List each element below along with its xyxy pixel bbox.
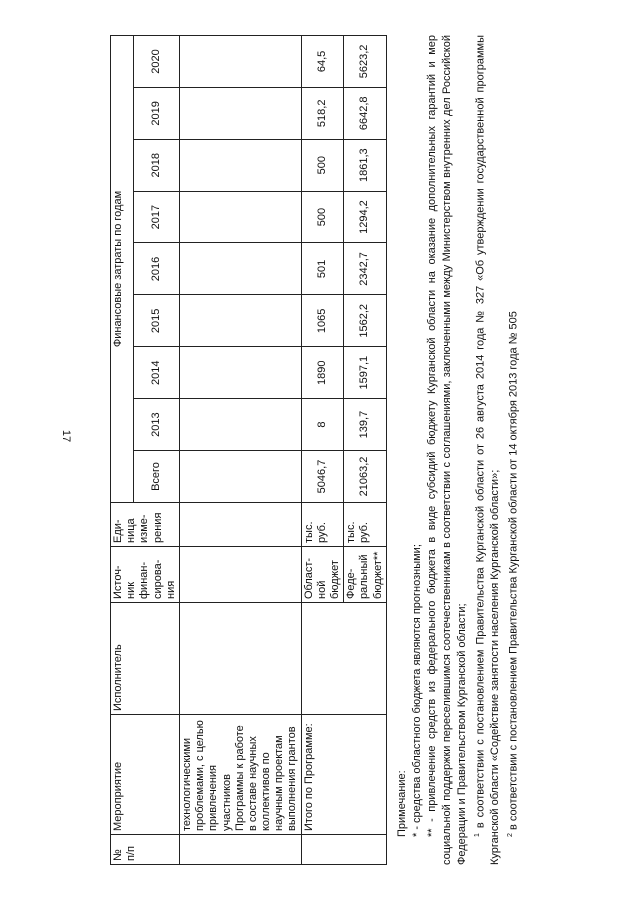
header-unit: Еди-ница изме-рения bbox=[111, 503, 180, 547]
rotated-page-content bbox=[110, 35, 590, 865]
footnote-2 bbox=[503, 35, 522, 865]
value-cell: 64,5 bbox=[301, 36, 344, 88]
value-cell: 1065 bbox=[301, 295, 344, 347]
header-financial: Финансовые затраты по годам bbox=[111, 36, 134, 503]
value-cell: 139,7 bbox=[344, 399, 387, 451]
notes-section bbox=[395, 35, 522, 865]
header-measure: Мероприятие bbox=[111, 715, 180, 835]
header-year: 2020 bbox=[133, 36, 179, 88]
value-cell: 500 bbox=[301, 139, 344, 191]
table-row bbox=[301, 36, 344, 865]
footnote-text: в соответствии с постановлением Правительства Курганской области от 26 августа 2014 года № 327 «Об утверждении государственной программы Курганской области «Содействие занятости населения Курганской области»; bbox=[474, 35, 502, 865]
notes-heading: Примечание: bbox=[395, 770, 408, 837]
financial-table bbox=[110, 35, 387, 865]
table-row bbox=[179, 36, 301, 865]
footnote-mark: 2 bbox=[507, 833, 515, 837]
value-cell: 518,2 bbox=[301, 87, 344, 139]
header-year: 2017 bbox=[133, 191, 179, 243]
value-cell: 1597,1 bbox=[344, 347, 387, 399]
source-cell: Област-ной бюджет bbox=[301, 547, 344, 603]
page-number: 17 bbox=[60, 429, 73, 443]
note-star1: * - средства областного бюджета являются прогнозными; bbox=[410, 544, 423, 837]
total-cell: 5046,7 bbox=[301, 451, 344, 503]
header-year: 2015 bbox=[133, 295, 179, 347]
unit-cell: тыс. руб. bbox=[301, 503, 344, 547]
header-num: № п/п bbox=[111, 835, 180, 865]
measure-continued: технологическими проблемами, с целью привлечения участников Программы к работе в составе научных коллективов по научным проектам выполнения грантов bbox=[179, 715, 301, 835]
note-star2: ** - привлечение средств из федерального бюджета в виде субсидий бюджету Курганской области на оказание дополнительных гарантий и мер социальной поддержки переселившимся соотечественникам в соответствии с соглашениями, заключенными между Министерством внутренних дел Российской Федерации и Правительством Курганской области; bbox=[425, 35, 468, 865]
value-cell: 6642,8 bbox=[344, 87, 387, 139]
header-year: 2016 bbox=[133, 243, 179, 295]
value-cell: 1861,3 bbox=[344, 139, 387, 191]
source-cell: Феде-ральный бюджет** bbox=[344, 547, 387, 603]
header-year: 2018 bbox=[133, 139, 179, 191]
footnote-mark: 1 bbox=[473, 833, 481, 837]
total-label: Итого по Программе: bbox=[301, 715, 386, 835]
value-cell: 500 bbox=[301, 191, 344, 243]
header-year: 2019 bbox=[133, 87, 179, 139]
value-cell: 5623,2 bbox=[344, 36, 387, 88]
value-cell: 1294,2 bbox=[344, 191, 387, 243]
value-cell: 501 bbox=[301, 243, 344, 295]
header-year: 2013 bbox=[133, 399, 179, 451]
footnote-1 bbox=[470, 35, 504, 865]
header-executor: Исполнитель bbox=[111, 603, 180, 715]
value-cell: 1562,2 bbox=[344, 295, 387, 347]
value-cell: 8 bbox=[301, 399, 344, 451]
header-total: Всего bbox=[133, 451, 179, 503]
total-cell: 21063,2 bbox=[344, 451, 387, 503]
header-year: 2014 bbox=[133, 347, 179, 399]
header-source: Источ-ник финан-сирова-ния bbox=[111, 547, 180, 603]
value-cell: 2342,7 bbox=[344, 243, 387, 295]
unit-cell: тыс. руб. bbox=[344, 503, 387, 547]
footnote-text: в соответствии с постановлением Правительства Курганской области от 14 октября 2013 года № 505 bbox=[508, 311, 521, 831]
value-cell: 1890 bbox=[301, 347, 344, 399]
